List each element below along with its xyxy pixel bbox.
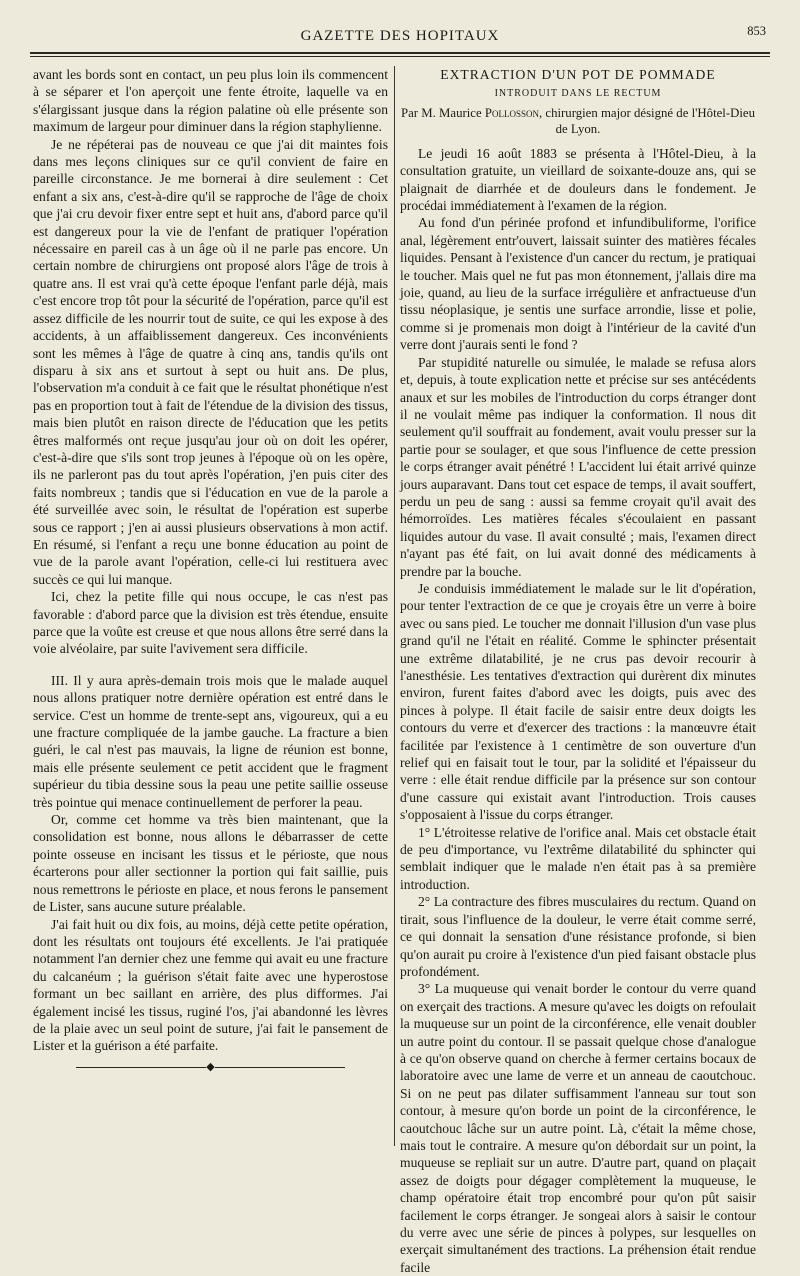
left-paragraph-6: J'ai fait huit ou dix fois, au moins, déjà cette petite opération, dont les résultats ont toujours été excellents. Je l'ai pratiquée notamment l'an dernier chez une femme qui avait eu une fracture du calcanéum ; la guérison s'était faite avec une hyperostose formant un bec saillant en arrière, des plus difformes. J'ai également incisé les tissus, ruginé l'os, j'ai abandonné les lèvres de la plaie avec un seul point de suture, j'ai fait le pansement de Lister et la guérison a été parfaite. [33,916,388,1054]
running-title: GAZETTE DES HOPITAUX [300,28,500,44]
ornament-rule-right [215,1067,345,1068]
right-column [400,66,756,1275]
right-paragraph-3: Par stupidité naturelle ou simulée, le malade se refusa alors et, depuis, à toute explication nette et précise sur ses antécédents anaux et sur les mobiles de l'introduction du corps étranger dont il ne voulait même pas indiquer la conformation. Il nous dit seulement qu'il souffrait au fondement, avait voulu presser sur la partie pour se soulager, et que sous l'influence de cette pression le corps étranger avait pénétré ! L'accident lui était arrivé quinze jours auparavant. Dans tout cet espace de temps, il avait souffert, perdu un peu de sang : aussi sa femme croyait qu'il avait des hémorroïdes. Les matières fécales s'écoulaient en passant liquides autour du vase. Il avait consulté ; mais, l'examen direct n'ayant pas été fait, on lui avait donné des médicaments à prendre par la bouche. [400,354,756,579]
header-rule [30,52,770,54]
left-paragraph-3: Ici, chez la petite fille qui nous occupe, le cas n'est pas favorable : d'abord parce que la division est très étendue, ensuite parce que la voûte est creuse et que nous allons être serré dans la voie alvéolaire, par suite l'avivement sera difficile. [33,589,388,657]
right-list-item-3: 3° La muqueuse qui venait border le contour du verre quand on exerçait des tractions. A mesure qu'avec les doigts on refoulait la muqueuse sur un point de la circonférence, elle venait doubler un autre point du contour. Il se passait quelque chose d'analogue à ce qu'on observe quand on cherche à fermer certains bocaux de laboratoire avec une lame de verre et un anneau de caoutchouc. Si on ne peut pas dilater suffisamment l'anneau sur tout son contour, à mesure qu'on borde un point de la circonférence, le caoutchouc lâche sur un autre point. Là, c'était la même chose, mais tout le contraire. A mesure qu'on débordait sur un point, la muqueuse se repliait sur un autre. D'autre part, quand on plaçait assez de doigts pour dégager complètement la muqueuse, le champ opératoire était trop encombré pour qu'on pût saisir facilement le corps étranger. Je songeai alors à saisir le contour du verre avec une série de pinces à polypes, sur lesquelles on exerçait simultanément des tractions. La préhension était rendue facile [400,981,756,1275]
left-paragraph-5: Or, comme cet homme va très bien maintenant, que la consolidation est bonne, nous allons le débarrasser de cette pointe osseuse en incisant les tissus et le périoste, que nous écarterons pour aller sectionner la portion qui fait saillie, puis nous remettrons le périoste en place, et nous ferons le pansement de Lister, sans aucune suture préalable. [33,812,388,915]
left-column [33,66,388,1156]
right-list-item-1: 1° L'étroitesse relative de l'orifice anal. Mais cet obstacle était de peu d'importance, vu l'extrême dilatabilité du sphincter qui semblait indiquer que le malade n'en était pas à sa première introduction. [400,824,756,892]
left-paragraph-2: Je ne répéterai pas de nouveau ce que j'ai dit maintes fois dans mes leçons cliniques sur ce qu'il convient de faire en pareille circonstance. Je me bornerai à dire seulement : Cet enfant a six ans, c'est-à-dire qu'il se rapproche de l'âge de choix que j'ai cru devoir fixer entre sept et huit ans, d'abord parce qu'il est dangereux pour la vie de l'enfant de pratiquer l'opération nécessaire en pareil cas à un âge où il ne parle pas encore. Un certain nombre de chirurgiens ont proposé alors l'âge de trois à quatre ans. Il est vrai qu'à cette époque l'enfant parle déjà, mais c'est encore trop tôt pour la sécurité de l'opération, parce qu'il est assez difficile de les nourrir tout de suite, ce qui les expose à des accidents, à un affaiblissement dangereux. Ces inconvénients sont les mêmes à l'âge de quatre à cinq ans, tandis qu'ils ont disparu à six ans et surtout à sept ou huit ans. De plus, l'observation m'a conduit à ce fait que le résultat phonétique n'est pas en proportion tout à fait de l'étendue de la division des tissus, mais bien plutôt en raison directe de l'éducation que les petits êtres malformés ont reçue jusqu'au jour où on doit les opérer, c'est-à-dire que s'ils sont trop jeunes à l'époque où on les opère, ils ne parleront pas du tout après l'opération, j'en puis citer des faits nombreux ; tandis que si l'éducation en vue de la parole a été surveillée avec soin, le résultat de l'opération est superbe sous ce rapport ; j'en ai aussi plusieurs observations à mon actif. En résumé, si l'enfant a reçu une bonne éducation au point de vue de la parole avant l'opération, celle-ci lui restituera avec succès ce qui lui manque. [33,136,388,587]
ornament-rule-left [76,1067,206,1068]
column-divider [394,66,395,1146]
byline-suffix: , chirurgien major désigné de l'Hôtel-Dieu de Lyon. [539,105,755,136]
right-paragraph-2: Au fond d'un périnée profond et infundibuliforme, l'orifice anal, légèrement entr'ouvert, laissait suinter des matières fécales liquides. Pensant à l'existence d'un cancer du rectum, je pratiquai le toucher. Mais quel ne fut pas mon étonnement, j'allais dire ma joie, quand, au lieu de la surface irrégulière et anfractueuse d'un tissu néoplasique, je sentis une surface arrondie, lisse et polie, comme si je promenais mon doigt à l'intérieur de la cavité d'un verre dont j'aurais senti le fond ? [400,215,756,353]
article-title: EXTRACTION D'UN POT DE POMMADE [440,67,716,82]
page-number: 853 [747,24,766,38]
article-byline [400,105,756,137]
left-paragraph-section-iii: III. Il y aura après-demain trois mois que le malade auquel nous allons pratiquer notre dernière opération est entré dans le service. C'est un homme de trente-sept ans, vigoureux, qui a eu une fracture compliquée de la jambe gauche. La fracture a bien guéri, le cal n'est pas mauvais, la ligne de réunion est bonne, mais elle présente seulement ce petit accident que le fragment supérieur du tibia dessine sous la peau une petite saillie osseuse très pointue qui menace continuellement de perforer la peau. [33,672,388,810]
right-paragraph-1: Le jeudi 16 août 1883 se présenta à l'Hôtel-Dieu, à la consultation gratuite, un vieillard de soixante-douze ans, qui se plaignait de diarrhée et de douleurs dans le fondement. Je procédai immédiatement à l'examen de la région. [400,145,756,214]
section-end-ornament: ◆ [33,1059,388,1076]
header-rule-thin [30,56,770,57]
article-subtitle: INTRODUIT DANS LE RECTUM [494,88,662,100]
byline-author: Pollosson [484,105,539,120]
right-paragraph-4: Je conduisis immédiatement le malade sur le lit d'opération, pour tenter l'extraction de ce que je croyais être un verre à boire avec ou sans pied. Le toucher me donnait l'illusion d'un vase plus grand qu'il ne l'était en réalité. Comme le sphincter présentait une extrême dilatabilité, je ne crus pas devoir recourir à l'anesthésie. Les tentatives d'extraction qui durèrent dix minutes environ, furent faites d'abord avec les doigts, puis avec des pinces à polype. Il était facile de saisir entre deux doigts les contours du verre et d'exercer des tractions : la manœuvre était facilitée par l'existence à 1 centimètre de son ouverture d'un relief qui en faisait tout le tour, par la solidité et l'épaisseur du verre : elle était rendue difficile par la présence sur son contour d'une cassure qui existait avant l'introduction. Trois causes s'opposaient à l'issue du corps étranger. [400,580,756,823]
byline-prefix: Par M. Maurice [401,105,485,120]
right-list-item-2: 2° La contracture des fibres musculaires du rectum. Quand on tirait, sous l'influence de la douleur, le verre était comme serré, ce qui donnait la sensation d'une résistance profonde, si bien qu'on aurait pu croire à l'existence d'un pied faisant obstacle plus profondément. [400,894,756,979]
left-paragraph-1: avant les bords sont en contact, un peu plus loin ils commencent à se séparer et l'on aperçoit une fente étroite, laquelle va en s'élargissant jusque dans la région palatine où elle présente son maximum de largeur pour diminuer dans la région staphylienne. [33,67,388,135]
page-header [30,22,770,48]
